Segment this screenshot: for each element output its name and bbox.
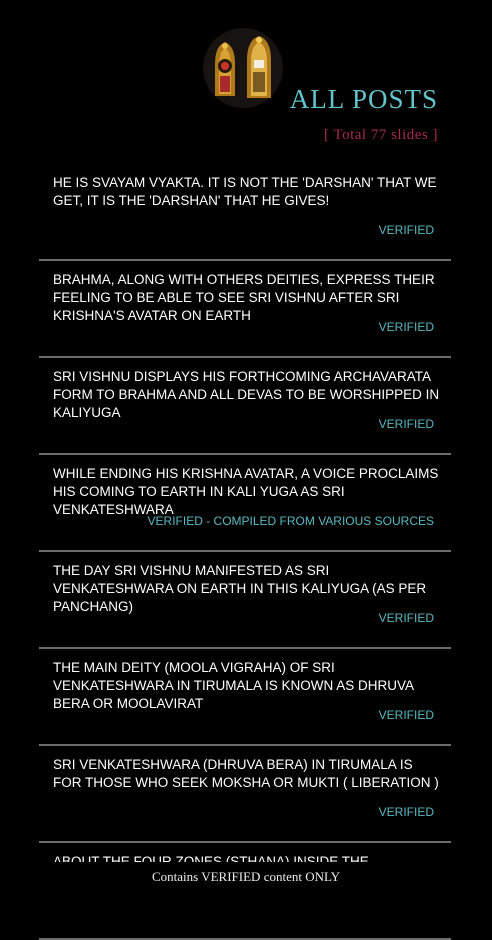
deity-right-icon xyxy=(247,36,271,98)
list-item[interactable] xyxy=(39,358,451,455)
list-item[interactable] xyxy=(39,746,451,843)
list-item[interactable] xyxy=(39,455,451,552)
post-title: THE MAIN DEITY (MOOLA VIGRAHA) OF SRI VENKATESHWARA IN TIRUMALA IS KNOWN AS DHRUVA BERA OR MOOLAVIRAT xyxy=(53,660,414,711)
post-title: THE DAY SRI VISHNU MANIFESTED AS SRI VENKATESHWARA ON EARTH IN THIS KALIYUGA (AS PER PANCHANG) xyxy=(53,563,427,614)
list-item[interactable] xyxy=(39,164,451,261)
footer-bar xyxy=(0,862,492,900)
deity-left-icon xyxy=(215,42,235,96)
posts-list[interactable] xyxy=(39,164,451,854)
page-title: ALL POSTS xyxy=(289,84,438,114)
deity-pair-logo xyxy=(203,28,283,108)
post-status: VERIFIED xyxy=(378,223,434,237)
post-status: VERIFIED xyxy=(378,417,434,431)
total-slides-count: [ Total 77 slides ] xyxy=(324,127,438,143)
post-title: SRI VENKATESHWARA (DHRUVA BERA) IN TIRUMALA IS FOR THOSE WHO SEEK MOKSHA OR MUKTI ( LIBERATION ) xyxy=(53,757,439,790)
post-title: WHILE ENDING HIS KRISHNA AVATAR, A VOICE PROCLAIMS HIS COMING TO EARTH IN KALI YUGA AS SRI VENKATESHWARA xyxy=(53,466,439,517)
post-status: VERIFIED xyxy=(378,708,434,722)
list-item[interactable] xyxy=(39,552,451,649)
post-status: VERIFIED xyxy=(378,611,434,625)
list-item[interactable] xyxy=(39,261,451,358)
footer-text: Contains VERIFIED content ONLY xyxy=(151,869,341,884)
post-title: BRAHMA, ALONG WITH OTHERS DEITIES, EXPRESS THEIR FEELING TO BE ABLE TO SEE SRI VISHNU AFTER SRI KRISHNA'S AVATAR ON EARTH xyxy=(53,272,435,323)
post-status: VERIFIED xyxy=(378,805,434,819)
post-status: VERIFIED - COMPILED FROM VARIOUS SOURCES xyxy=(147,514,434,528)
post-status: VERIFIED xyxy=(378,320,434,334)
post-title: SRI VISHNU DISPLAYS HIS FORTHCOMING ARCHAVARATA FORM TO BRAHMA AND ALL DEVAS TO BE WORSHIPPED IN KALIYUGA xyxy=(53,369,440,420)
post-title: HE IS SVAYAM VYAKTA. IT IS NOT THE 'DARSHAN' THAT WE GET, IT IS THE 'DARSHAN' THAT HE GIVES! xyxy=(53,175,437,208)
list-item[interactable] xyxy=(39,649,451,746)
